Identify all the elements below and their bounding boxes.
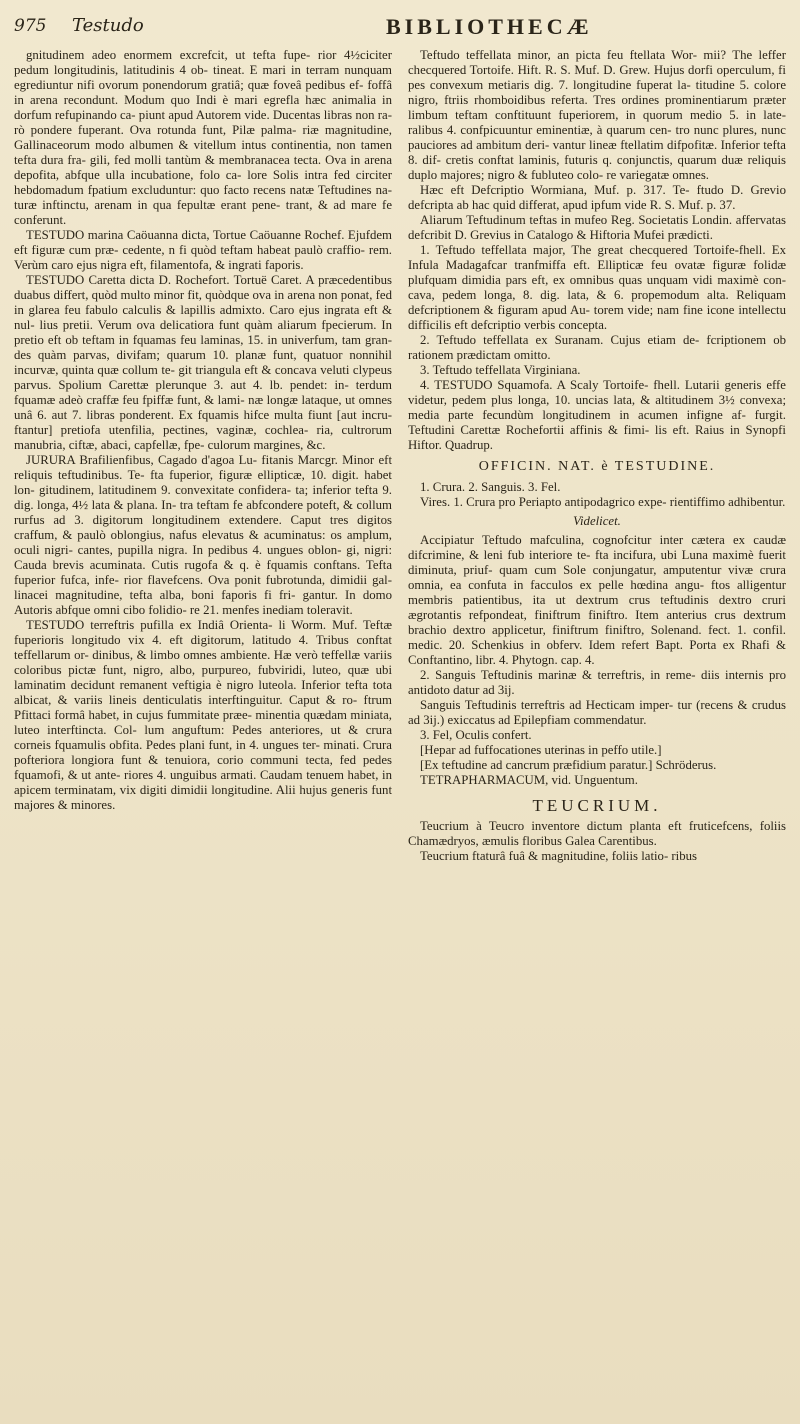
vires-paragraph: Vires. 1. Crura pro Periapto antipodagrico expe- rientiffimo adhibentur. <box>420 495 786 509</box>
paragraph: gnitudinem adeo enormem excrefcit, ut tefta fupe- rior 4½ciciter pedum longitudinis, latitudinis 4 ob- tineat. E mari in terram nunquam egrediuntur nifi ovorum ponendorum gratiâ; quæ foveâ pedibus ef- foffâ in arena recondunt. Modum quo Indi è mari egrefla hæc animalia in dorfum refupinando ca- piunt apud Autorem vide. Ducentas libras non ra- rò pondere fuperant. Ova rotunda funt, Pilæ palma- riæ magnitudine, Gallinaceorum modo albumen & vitellum intus continentia, non tamen tefta dura fra- gili, fed molli tantùm & membranacea tecta. Ova in arena depofita, abfque ulla incubatione, folo ca- lore Solis intra fed circiter hebdomadum fpatium excluduntur: quo facto recens natæ Teftudines na- turæ inftinctu, arenam in qua fepultæ erant pene- trant, & ad mare fe conferunt. <box>14 48 392 227</box>
paragraph: Accipiatur Teftudo mafculina, cognofcitur inter cætera ex caudæ difcrimine, & leni fub interiore te- fta incifura, ubi Luna maximè fuerit diminuta, priuf- quam cum Sole conjungatur, amputentur vivæ crura omnia, ea confuta in facculos ex pelle hœdina angu- ftos alligentur membris patientibus, ita ut dextrum crus teftudinis dextro cruri ægrotantis refpondeat, finiftrum finiftro. Item anterius crus dextrum brachio dextro applicetur, finiftrum finiftro, Solenand. fect. 1. confil. medic. 20. Schenkius in obferv. Idem refert Bapt. Porta ex Rhafi & Conftantino, libr. 4. Phytogn. cap. 4. <box>408 533 786 667</box>
paragraph: 1. Teftudo teffellata major, The great checquered Tortoife-fhell. Ex Infula Madagafcar tranfmiffa eft. Ellipticæ feu ovatæ figuræ folidæ plufquam dimidia pars eft, ex omnibus quas unquam vidi maximè con- cava, pedem longa, 8. dig. lata, & 6. propemodum alta. Reliquam defcriptionem & figuram apud Au- torem vide; nam fine icone intellectu difficilis eft defcriptio verbis concepta. <box>408 243 786 332</box>
section-heading: TEUCRIUM. <box>532 796 662 815</box>
paragraph: 3. Teftudo teffellata Virginiana. <box>420 363 581 377</box>
section-heading: OFFICIN. NAT. è TESTUDINE. <box>478 459 716 474</box>
paragraph: Aliarum Teftudinum teftas in mufeo Reg. Societatis Londin. affervatas defcribit D. Grevius in Catalogo & Hiftoria Mufei prædicti. <box>408 213 786 242</box>
paragraph: [Ex teftudine ad cancrum præfidium paratur.] Schröderus. <box>420 758 717 772</box>
paragraph: Teucrium ftaturâ fuâ & magnitudine, foliis latio- ribus <box>420 849 698 863</box>
paragraph: Sanguis Teftudinis terreftris ad Hecticam imper- tur (recens & crudus ad 3ij.) exiccatus ad Epilepfiam commendatur. <box>408 698 786 727</box>
subheading: Videlicet. <box>573 514 621 528</box>
paragraph: Teucrium à Teucro inventore dictum planta eft fruticefcens, foliis Chamædryos, æmulis floribus Galea Carentibus. <box>408 819 786 848</box>
paragraph: TETRAPHARMACUM, vid. Unguentum. <box>420 773 638 787</box>
officin-list: 1. Crura. 2. Sanguis. 3. Fel. <box>420 480 561 494</box>
paragraph: JURURA Brafilienfibus, Cagado d'agoa Lu- fitanis Marcgr. Minor eft reliquis teftudinibus. Te- fta fuperior, figuræ ellipticæ, 10. digit. habet lon- gitudinem, latitudinem 9. convexitate confidera- ta; inferior tefta 9. dig. longa, 4½ lata & plana. In- tra teftam fe abfcondere poteft, & collum rurfus ad 3. digitorum longitudinem extendere. Caput tres digitos craffum, & paulò oblongius, nafus elevatus & acuminatus: os amplum, oculi nigri- cantes, pupilla nigra. In pedibus 4. ungues oblon- gi, nigri: Cauda brevis acuminata. Cutis rugofa & q. è fquamis conftans. Tefta fuperior fufca, infe- rior flavefcens. Ova ponit fubrotunda, dimidii gal- linacei magnitudine, tefta alba, boni faporis fi fri- gantur. In domo Autoris abfque omni cibo folidio- re 21. menfes inediam toleravit. <box>14 453 392 617</box>
paragraph: 4. TESTUDO Squamofa. A Scaly Tortoife- fhell. Lutarii generis effe videtur, pedem plus longa, 10. uncias lata, & altitudinem 3½ convexa; media parte fecundùm longitudinem in acumen infigne af- furgit. Teftudini Carettæ Rochefortii affinis & fimi- lis eft. Raius in Synopfi Hiftor. Quadrup. <box>408 378 786 452</box>
paragraph: TESTUDO Caretta dicta D. Rochefort. Tortuë Caret. A præcedentibus duabus differt, quòd multo minor fit, quòdque ova in arena non ponat, fed in glarea feu fabulo calculis & lapillis admixto. Caro ejus ingrata eft & nul- lius pretii. Verum ova delicatiora funt quàm aliarum fpecierum. In pretio eft ob teftam in fquamas feu laminas, 15. in univerfum, tam gran- des quàm parvas, divifam; quarum 10. planæ funt, quatuor nonnihil incurvæ, quinta quæ collum te- git triangula eft & concava veluti clypeus parvus. Spolium Carettæ plerunque 3. aut 4. lb. pendet: in- terdum fquamæ adeò craffæ feu fpiffæ funt, & lami- næ longæ lataque, ut omnes unâ 6. aut 7. libras ponderent. Ex fquamis hifce multa fiunt [aut incru- ftantur] pretiofa utenfilia, pectines, vaginæ, cochlea- ria, cultrorum manubria, ciftæ, abaci, capfellæ, fpe- culorum margines, &c. <box>14 273 392 452</box>
paragraph: [Hepar ad fuffocationes uterinas in peffo utile.] <box>420 743 662 757</box>
paragraph: 3. Fel, Oculis confert. <box>420 728 532 742</box>
paragraph: Hæc eft Defcriptio Wormiana, Muf. p. 317. Te- ftudo D. Grevio defcripta ab hac quid differat, apud ipfum vide R. S. Muf. p. 37. <box>408 183 786 212</box>
running-head: Testudo <box>72 15 144 36</box>
paragraph: TESTUDO terreftris pufilla ex Indiâ Orienta- li Worm. Muf. Teftæ fuperioris longitudo vix 4. eft digitorum, latitudo 4. Tribus conftat teffellarum or- dinibus, & limbo omnes ambiente. Hæ verò teffellæ variis coloribus pictæ funt, nigro, albo, purpureo, fubviridi, luteo, quæ ubi laminatim decidunt remanent veftigia è nigro luteola. Inferior tefta tota albicat, & variis lineis denticulatis interftinguitur. Caput & ro- ftrum Pfittaci formâ habet, in cujus fummitate præe- minentia quædam miniata, luteo interftincta. Col- lum anguftum: Pedes anteriores, ut & crura corneis fquamulis obfita. Pedes plani funt, in 4. ungues ter- minati. Crura pofteriora longiora funt & tenuiora, corio communi tecta, fed pedes fquamofi, & ut ante- riores 4. unguibus armati. Caudam tenuem habet, in apicem terminatam, vix digiti dimidii longitudine. Alii hujus generis funt majores & minores. <box>14 618 392 812</box>
page-header <box>14 14 786 44</box>
paragraph: TESTUDO marina Caöuanna dicta, Tortue Caöuanne Rochef. Ejufdem eft figuræ cum præ- cedente, n fi quòd teftam habeat paulò craffio- rem. Verùm caro ejus nigra eft, filamentofa, & ingrati faporis. <box>14 228 392 272</box>
page-number: 975 <box>14 16 47 36</box>
paragraph: Teftudo teffellata minor, an picta feu ftellata Wor- mii? The leffer checquered Tortoife. Hift. R. S. Muf. D. Grew. Hujus dorfi operculum, fi pes convexum metiaris dig. 7. longitudine fuperat la- titudine 5. colore nigro, ftriis rhomboidibus referta. Tres ordines prominentiarum præter limbum teftam conftituunt fuperiorem, in quorum medio 5. in late- ralibus 4. confpicuuntur eminentiæ, à quarum cen- tro nunc plures, nunc pauciores ad ambitum deri- vantur lineæ ftellatim difpofitæ. Inferior tefta 8. dif- cretis conftat laminis, futuris q. conjunctis, quarum duæ reliquis duplo majores; nigro & fubluteo colo- re variegatæ omnes. <box>408 48 786 182</box>
paragraph: 2. Sanguis Teftudinis marinæ & terreftris, in reme- diis internis pro antidoto datur ad 3ij. <box>408 668 786 697</box>
left-column <box>14 48 392 813</box>
right-column <box>408 48 786 864</box>
paragraph: 2. Teftudo teffellata ex Suranam. Cujus etiam de- fcriptionem ob rationem prædictam omitto. <box>408 333 786 362</box>
page-title: BIBLIOTHECÆ <box>386 14 593 39</box>
